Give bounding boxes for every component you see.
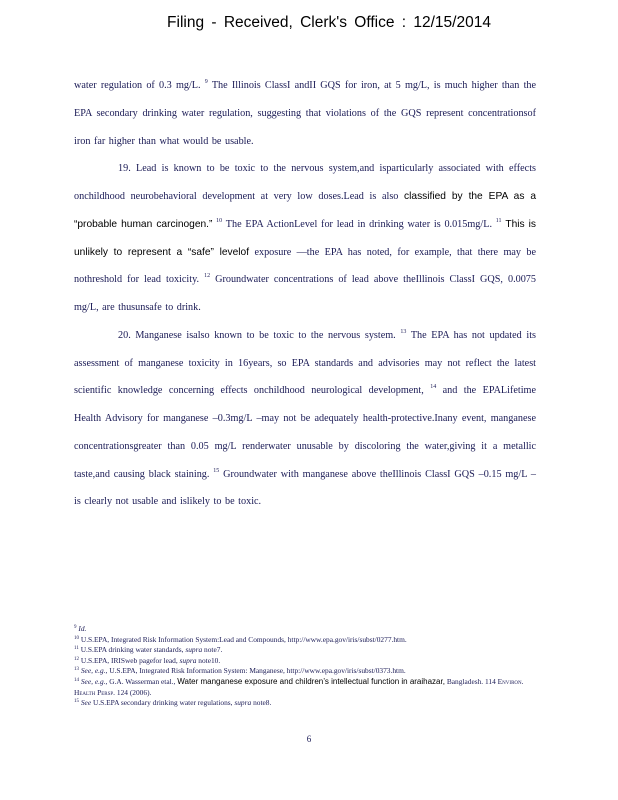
footnote-9 <box>74 624 536 635</box>
footnote-text: U.S.EPA, IRISweb pagefor lead, <box>80 655 178 665</box>
footnote-text: Id. <box>78 624 87 633</box>
paragraph-19 <box>74 155 536 322</box>
footnote-eg: e.g. <box>94 666 106 676</box>
footnote-text: , U.S.EPA, Integrated Risk Information System: Manganese, http://www.epa.gov/iris/subst/0373.htm. <box>105 666 406 676</box>
footnote-number: 9 <box>74 625 77 630</box>
footnote-12 <box>74 656 536 667</box>
footnote-11 <box>74 645 536 656</box>
footnote-ref-10: 10 <box>216 217 223 224</box>
p2-text-b: The EPA ActionLevel for lead in drinking water is 0.015mg/L. <box>225 218 492 230</box>
footnote-text-end: 124 (2006). <box>116 687 152 697</box>
p2-bold-carcinogen: classified by the EPA as a “probable human carcinogen.” <box>74 191 537 230</box>
footnote-text: U.S.EPA secondary drinking water regulations, <box>92 698 233 708</box>
footnote-text: , G.A. Wasserman etal., <box>105 676 176 686</box>
footnote-ref-9: 9 <box>204 79 208 85</box>
footnotes-section <box>74 624 536 709</box>
footnote-text-end: note7. <box>204 645 223 655</box>
paragraph-continued <box>74 72 536 155</box>
footnote-article-title: Water manganese exposure and children’s intellectual function in araihazar, <box>177 676 445 686</box>
footnote-text: U.S.EPA drinking water standards, <box>80 645 184 655</box>
footnote-text-place: Bangladesh. 114 <box>446 676 496 686</box>
footnote-ref-12: 12 <box>204 273 211 280</box>
p3-text-b: The EPA has not updated its assessment of manganese toxicity in 16years, so EPA standards and advisories may not reflect the latest scientific knowledge concerning effects onchildhood neurological development, <box>74 329 537 397</box>
footnote-10 <box>74 635 536 646</box>
p3-text-d: Groundwater with manganese above theIllinois ClassI GQS –0.15 mg/L –is clearly not usable and islikely to be toxic. <box>74 468 536 508</box>
footnote-see: See <box>80 698 92 708</box>
filing-header: Filing - Received, Clerk's Office : 12/15/2014 <box>167 14 491 31</box>
p2-text-d: Groundwater concentrations of lead above theIllinois ClassI GQS, 0.0075 mg/L, are thusunsafe to drink. <box>74 274 536 313</box>
footnote-ref-15: 15 <box>213 467 220 474</box>
footnote-number: 10 <box>74 635 79 641</box>
footnote-see: See, <box>80 676 93 686</box>
footnote-see: See, <box>80 666 93 676</box>
footnote-number: 15 <box>74 699 79 705</box>
page-number: 6 <box>306 734 312 744</box>
p3-text-c: and the EPALifetime Health Advisory for manganese –0.3mg/L –may not be adequately health-protective.Inany event, manganese concentrationsgreater than 0.05 mg/L renderwater unusable by discoloring the water,giving it a metallic taste,and causing black staining. <box>74 385 536 480</box>
footnote-supra: supra <box>179 655 197 665</box>
p3-text-a: 20. Manganese isalso known to be toxic to the nervous system. <box>118 329 396 341</box>
footnote-number: 13 <box>74 667 79 673</box>
footnote-supra: supra <box>234 698 252 708</box>
footnote-13 <box>74 666 536 677</box>
footnote-15 <box>74 698 536 709</box>
paragraph-20 <box>74 322 536 516</box>
footnote-number: 12 <box>74 656 79 662</box>
footnote-eg: e.g. <box>94 676 106 686</box>
document-body <box>74 72 536 516</box>
footnote-14 <box>74 677 536 698</box>
p2-bold-safe-level: This is unlikely to represent a “safe” levelof <box>74 218 537 258</box>
footnote-text-end: note10. <box>198 655 221 665</box>
footnote-supra: supra <box>185 645 203 655</box>
footnote-number: 11 <box>74 646 79 652</box>
footnote-ref-14: 14 <box>430 384 437 391</box>
footnote-ref-13: 13 <box>400 328 407 335</box>
footnote-journal: Environ. Health Persp. <box>74 676 524 697</box>
footnote-text-end: note8. <box>253 698 272 708</box>
p1-text-b: The Illinois ClassI andII GQS for iron, at 5 mg/L, is much higher than the EPA secondary drinking water regulation, suggesting that violations of the GQS represent concentrationsof iron far higher than what would be usable. <box>74 80 537 147</box>
p2-text-a: 19. Lead is known to be toxic to the nervous system,and isparticularly associated with effects onchildhood neurobehavioral development at very low doses.Lead is also <box>74 163 536 202</box>
footnote-number: 14 <box>74 677 79 683</box>
footnote-text: U.S.EPA, Integrated Risk Information System:Lead and Compounds, http://www.epa.gov/iris/subst/0277.htm. <box>80 634 407 644</box>
p2-text-c: exposure —the EPA has noted, for example, that there may be nothreshold for lead toxicity. <box>74 246 537 286</box>
p1-text-a: water regulation of 0.3 mg/L. <box>74 80 201 91</box>
footnote-ref-11: 11 <box>495 217 502 224</box>
